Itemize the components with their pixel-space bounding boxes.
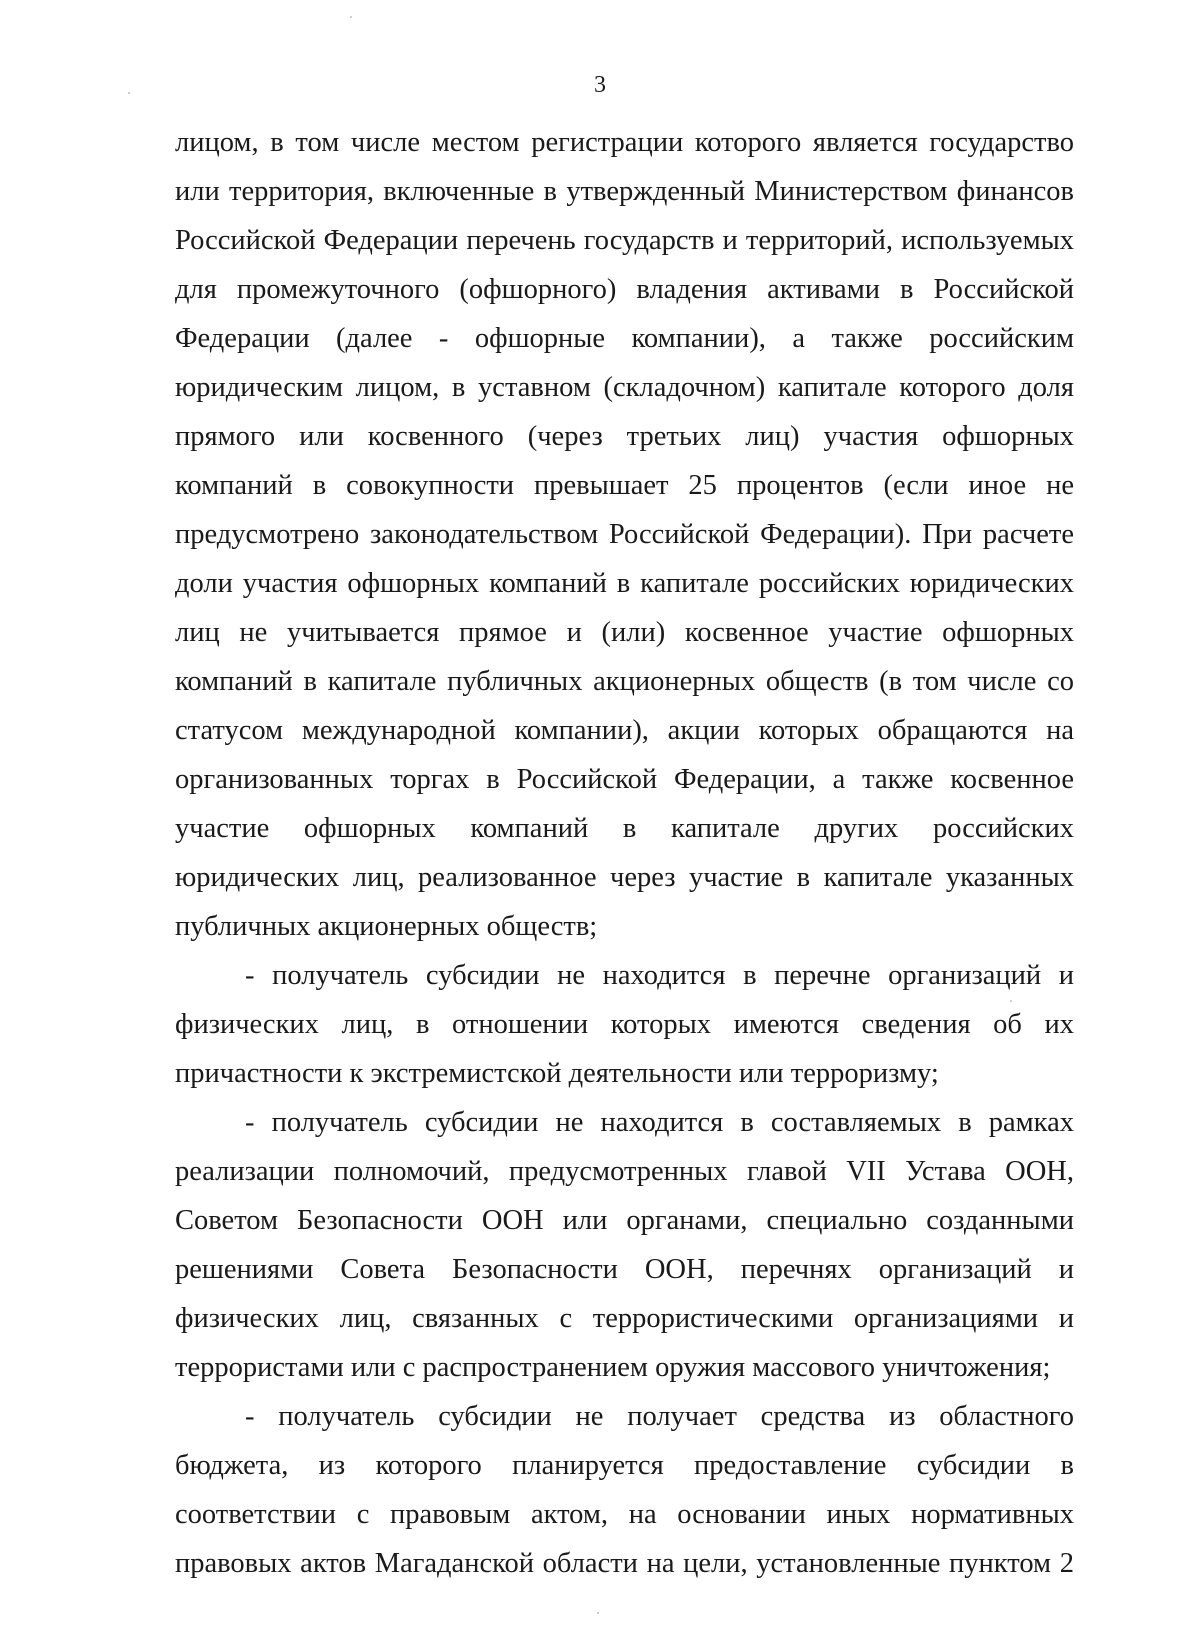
paragraph-offshore-companies: лицом, в том числе местом регистрации которого является государство или территория, включенные в утвержденный Министерством финансов Российской Федерации перечень государств и территорий, используемых для промежуточного (офшорного) владения активами в Российской Федерации (далее - офшорные компании), а также российским юридическим лицом, в уставном (складочном) капитале которого доля прямого или косвенного (через третьих лиц) участия офшорных компаний в совокупности превышает 25 процентов (если иное не предусмотрено законодательством Российской Федерации). При расчете доли участия офшорных компаний в капитале российских юридических лиц не учитывается прямое и (или) косвенное участие офшорных компаний в капитале публичных акционерных обществ (в том числе со статусом международной компании), акции которых обращаются на организованных торгах в Российской Федерации, а также косвенное участие офшорных компаний в капитале других российских юридических лиц, реализованное через участие в капитале указанных публичных акционерных обществ;	[175, 127, 1074, 942]
scan-speck	[1010, 1000, 1012, 1002]
scan-speck	[350, 16, 352, 18]
document-body	[175, 118, 1074, 1588]
page-number: 3	[594, 72, 606, 98]
paragraph-regional-budget-funds: - получатель субсидии не получает средства из областного бюджета, из которого планируется предоставление субсидии в соответствии с правовым актом, на основании иных нормативных правовых актов Магаданской области на цели, установленные пунктом 2	[175, 1401, 1074, 1579]
paragraph-extremism-list: - получатель субсидии не находится в перечне организаций и физических лиц, в отношении которых имеются сведения об их причастности к экстремистской деятельности или терроризму;	[175, 960, 1074, 1089]
paragraph-un-security-council-list: - получатель субсидии не находится в составляемых в рамках реализации полномочий, предусмотренных главой VII Устава ООН, Советом Безопасности ООН или органами, специально созданными решениями Совета Безопасности ООН, перечнях организаций и физических лиц, связанных с террористическими организациями и террористами или с распространением оружия массового уничтожения;	[175, 1107, 1074, 1383]
scan-speck	[128, 92, 130, 94]
scan-speck	[597, 1612, 599, 1614]
